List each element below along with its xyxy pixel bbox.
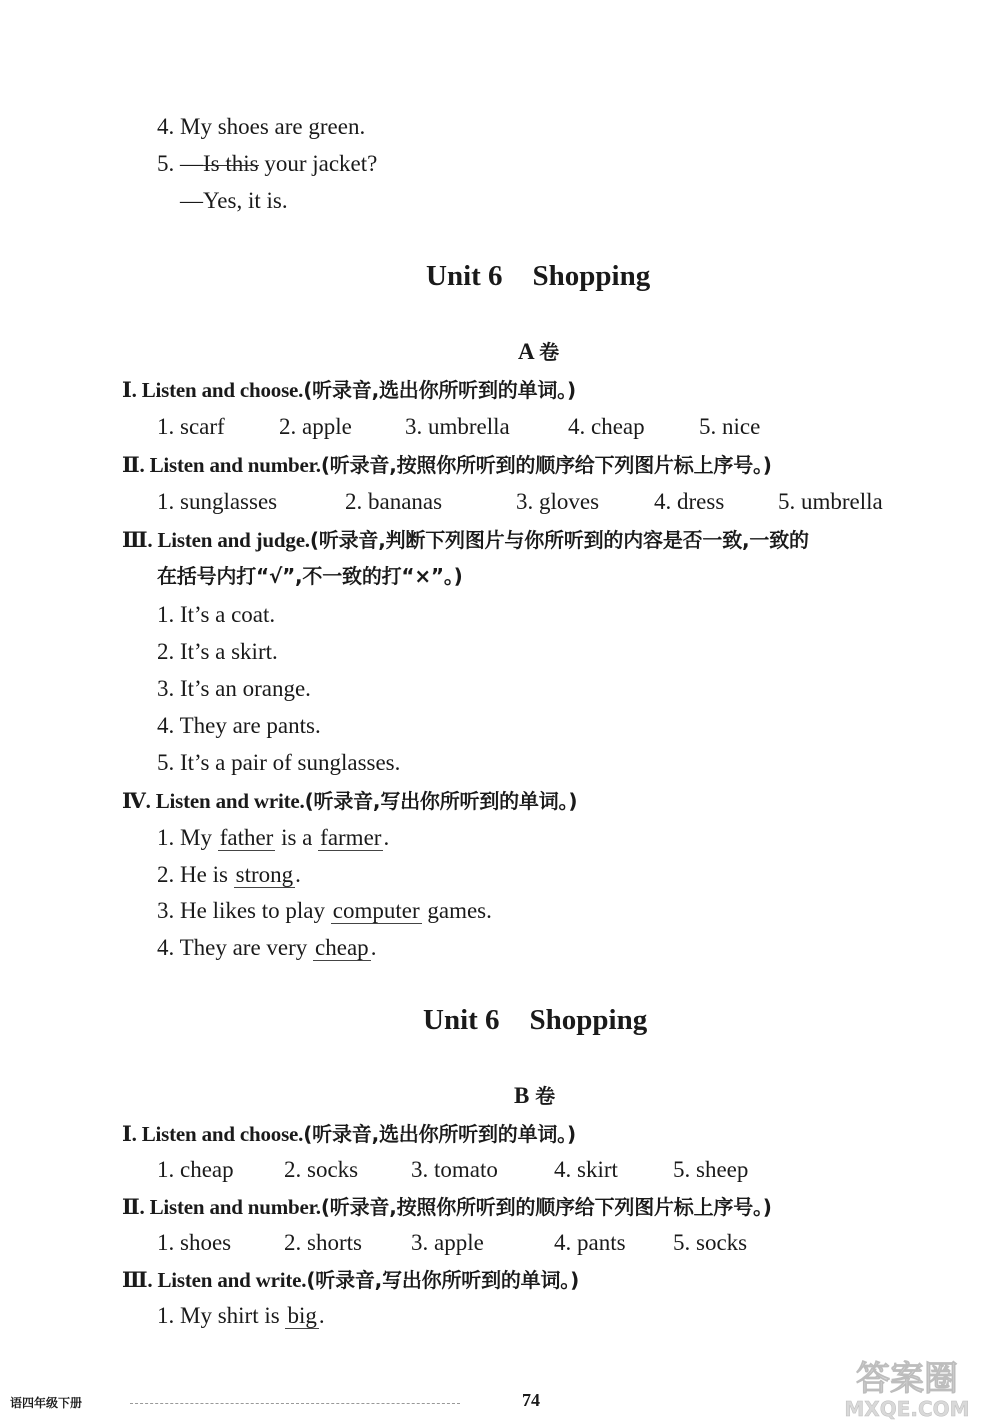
heading-cn: (听录音,判断下列图片与你所听到的内容是否一致,一致的	[309, 528, 809, 552]
unit-name: Shopping	[529, 1004, 648, 1036]
answer-item: 2. bananas	[345, 489, 443, 514]
heading-cn: (听录音,写出你所听到的单词。)	[304, 789, 578, 813]
unit-title	[423, 1003, 647, 1037]
footer-divider	[130, 1403, 460, 1404]
sentence-text: .	[295, 862, 301, 887]
heading-en: Ⅰ. Listen and choose.	[122, 1122, 304, 1146]
struck-text: Is this	[203, 149, 259, 179]
filled-answer: farmer	[320, 825, 382, 850]
answer-line: 1. It’s a coat.	[157, 602, 276, 627]
answer-item: 5. nice	[699, 414, 761, 439]
answer-row	[0, 1228, 1000, 1258]
sentence-text: 2. He is	[157, 862, 234, 887]
item-number: 5. —	[157, 151, 203, 176]
watermark-text: 答案圈	[856, 1359, 958, 1399]
answer-line: 3. It’s an orange.	[157, 676, 311, 701]
heading-en: Ⅳ. Listen and write.	[122, 789, 305, 813]
exercise-heading-cont	[157, 561, 463, 591]
exercise-heading	[122, 1119, 576, 1149]
unit-number: Unit 6	[423, 1004, 500, 1036]
heading-en: Ⅲ. Listen and write.	[122, 1268, 307, 1292]
answer-row	[0, 1155, 1000, 1185]
paper-letter: A	[518, 339, 534, 364]
heading-en: Ⅱ. Listen and number.	[122, 453, 321, 477]
sentence-text: 1. My shirt is	[157, 1303, 286, 1328]
exercise-heading	[122, 375, 576, 405]
unit-number: Unit 6	[426, 260, 503, 292]
paper-cn: 卷	[535, 1084, 556, 1108]
answer-item: 2. apple	[279, 414, 352, 439]
answer-text: your jacket?	[258, 151, 378, 176]
answer-line	[157, 149, 377, 179]
answer-row	[0, 487, 1000, 517]
answer-line: 4. They are pants.	[157, 713, 321, 738]
answer-line	[157, 860, 301, 890]
sentence-text: 4. They are very	[157, 935, 314, 960]
exercise-heading	[122, 1265, 579, 1295]
heading-en: Ⅲ. Listen and judge.	[122, 528, 310, 552]
filled-answer: strong	[235, 862, 294, 887]
answer-line: —Yes, it is.	[180, 188, 288, 213]
paper-letter: B	[514, 1083, 530, 1108]
answer-item: 5. socks	[673, 1230, 748, 1255]
answer-row	[0, 412, 1000, 442]
heading-en: Ⅰ. Listen and choose.	[122, 378, 304, 402]
answer-item: 4. pants	[554, 1230, 626, 1255]
sentence-text: .	[370, 935, 377, 960]
answer-line	[157, 896, 492, 926]
answer-line	[157, 933, 376, 963]
exercise-heading	[122, 786, 577, 816]
answer-line: 5. It’s a pair of sunglasses.	[157, 750, 401, 775]
unit-name: Shopping	[532, 260, 651, 292]
page-number: 74	[522, 1390, 540, 1410]
heading-cn: (听录音,选出你所听到的单词。)	[303, 1122, 576, 1146]
watermark-logo	[822, 1352, 992, 1422]
answer-item: 4. skirt	[554, 1157, 618, 1182]
answer-item: 5. sheep	[673, 1157, 749, 1182]
answer-item: 4. dress	[654, 489, 725, 514]
exercise-heading	[122, 1192, 772, 1222]
sentence-text: .	[318, 1303, 325, 1328]
answer-item: 5. umbrella	[778, 489, 883, 514]
answer-item: 2. shorts	[284, 1230, 362, 1255]
heading-cn: (听录音,选出你所听到的单词。)	[303, 378, 576, 402]
footer-book-label: 语四年级下册	[10, 1396, 83, 1410]
answer-item: 3. umbrella	[405, 414, 510, 439]
filled-answer: cheap	[315, 935, 369, 960]
answer-item: 1. scarf	[157, 414, 225, 439]
filled-answer: big	[287, 1303, 317, 1328]
answer-item: 1. shoes	[157, 1230, 232, 1255]
sentence-text: is a	[275, 825, 319, 850]
sentence-text: 1. My	[157, 825, 218, 850]
answer-item: 3. tomato	[411, 1157, 498, 1182]
paper-cn: 卷	[539, 340, 560, 364]
paper-label	[518, 337, 559, 367]
heading-cn: (听录音,写出你所听到的单词。)	[306, 1268, 580, 1292]
unit-title	[426, 259, 650, 293]
paper-label	[514, 1081, 555, 1111]
exercise-heading	[122, 450, 772, 480]
sentence-text: games.	[421, 898, 492, 923]
answer-line	[157, 1301, 325, 1331]
heading-cn: (听录音,按照你所听到的顺序给下列图片标上序号。)	[320, 1195, 772, 1219]
filled-answer: father	[219, 825, 274, 850]
answer-item: 3. gloves	[516, 489, 600, 514]
sentence-text: 3. He likes to play	[157, 898, 331, 923]
answer-item: 3. apple	[411, 1230, 484, 1255]
answer-line: 4. My shoes are green.	[157, 114, 366, 139]
exercise-heading	[122, 525, 809, 555]
answer-line: 2. It’s a skirt.	[157, 639, 278, 664]
sentence-text: .	[383, 825, 390, 850]
answer-item: 4. cheap	[568, 414, 645, 439]
answer-item: 1. sunglasses	[157, 489, 278, 514]
answer-line	[157, 823, 389, 853]
watermark-url: MXQE.COM	[844, 1397, 970, 1421]
filled-answer: computer	[332, 898, 420, 923]
heading-cn: (听录音,按照你所听到的顺序给下列图片标上序号。)	[320, 453, 772, 477]
heading-en: Ⅱ. Listen and number.	[122, 1195, 321, 1219]
heading-cn: 在括号内打“√”,不一致的打“×”。)	[157, 564, 463, 588]
answer-item: 1. cheap	[157, 1157, 234, 1182]
answer-item: 2. socks	[284, 1157, 359, 1182]
